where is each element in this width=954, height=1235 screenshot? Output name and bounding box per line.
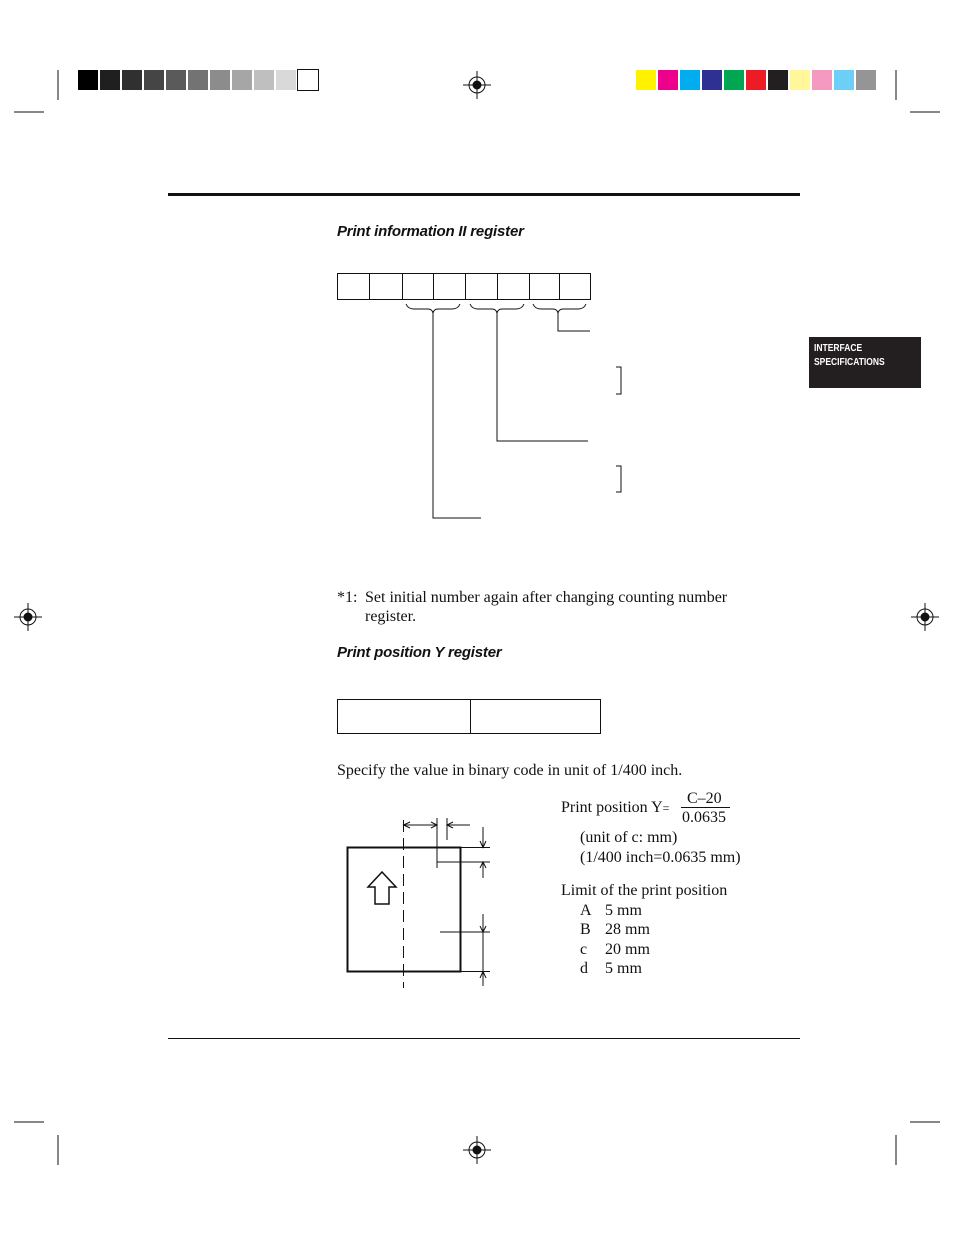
feed-direction-arrow-icon <box>368 872 396 904</box>
limit-label: A <box>580 902 592 919</box>
limit-value: 28 mm <box>605 921 650 938</box>
footer-rule <box>168 1038 800 1039</box>
formula-equals: = <box>662 801 670 815</box>
unit-note: (unit of c: mm) <box>580 829 678 846</box>
limit-row-b <box>580 920 650 939</box>
section2-heading: Print position Y register <box>337 644 502 661</box>
position-register-box <box>337 699 601 734</box>
section2-description: Specify the value in binary code in unit of 1/400 inch. <box>337 762 683 779</box>
limit-value: 5 mm <box>605 960 642 977</box>
footnote-text-line1: Set initial number again after changing counting number <box>365 589 728 606</box>
limit-label: c <box>580 941 588 958</box>
limit-title: Limit of the print position <box>561 882 728 899</box>
limit-label: d <box>580 960 588 977</box>
limit-row-a <box>580 901 642 920</box>
formula-label: Print position Y <box>561 799 663 816</box>
limit-row-d <box>580 959 642 978</box>
side-tab-line2: SPECIFICATIONS <box>814 357 885 368</box>
side-tab-line1: INTERFACE <box>814 343 863 354</box>
print-position-diagram <box>330 810 500 990</box>
footnote-text-line2: register. <box>365 608 417 625</box>
formula-denominator: 0.0635 <box>682 809 726 826</box>
limit-label: B <box>580 921 591 938</box>
conversion-note: (1/400 inch=0.0635 mm) <box>580 849 741 866</box>
formula-numerator: C–20 <box>687 790 722 807</box>
formula-prefix <box>561 798 669 818</box>
footnote-marker: *1: <box>337 589 358 606</box>
limit-value: 5 mm <box>605 902 642 919</box>
limit-row-c <box>580 940 650 959</box>
section1-heading: Print information II register <box>337 223 524 240</box>
limit-value: 20 mm <box>605 941 650 958</box>
